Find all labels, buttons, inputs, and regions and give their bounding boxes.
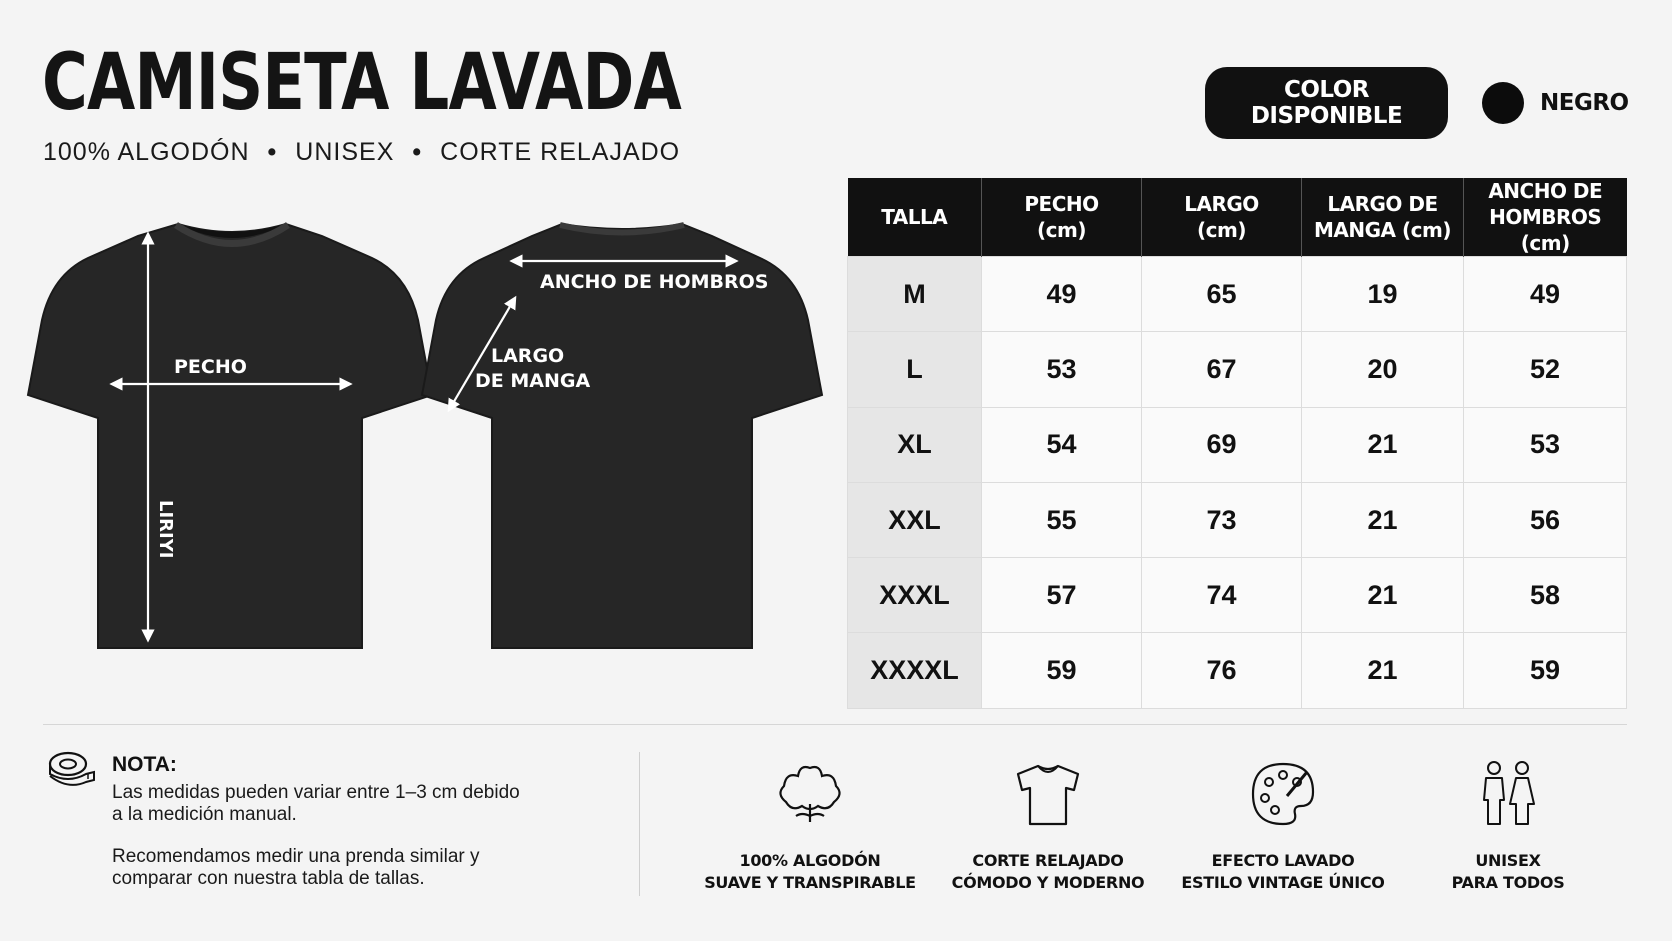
table-row (848, 407, 1627, 482)
chest-cell: 54 (982, 407, 1142, 482)
page-title: CAMISETA LAVADA (42, 38, 681, 128)
length-cell: 76 (1142, 633, 1302, 708)
header-chest: PECHO (cm) (982, 178, 1142, 257)
length-cell: 67 (1142, 332, 1302, 407)
sleeve-label-line2: DE MANGA (475, 370, 591, 392)
chest-cell: 49 (982, 257, 1142, 332)
feature-fit (928, 760, 1168, 894)
chest-cell: 53 (982, 332, 1142, 407)
measuring-tape-icon (48, 750, 96, 786)
sleeve-cell: 21 (1302, 482, 1464, 557)
chest-cell: 55 (982, 482, 1142, 557)
feature-cotton-desc: SUAVE Y TRANSPIRABLE (704, 873, 916, 892)
header-size: TALLA (848, 178, 982, 257)
table-row (848, 633, 1627, 708)
subtitle-separator: • (412, 138, 423, 166)
shoulder-cell: 58 (1464, 558, 1627, 633)
feature-wash-desc: ESTILO VINTAGE ÚNICO (1181, 873, 1385, 892)
chest-cell: 59 (982, 633, 1142, 708)
note-text-line1: Las medidas pueden variar entre 1–3 cm debido (112, 782, 520, 803)
sleeve-label-line1: LARGO (491, 345, 565, 367)
subtitle-material: 100% ALGODÓN (43, 138, 250, 166)
color-availability (1205, 67, 1629, 139)
length-cell: 65 (1142, 257, 1302, 332)
note-text-line4: comparar con nuestra tabla de tallas. (112, 868, 425, 889)
length-cell: 73 (1142, 482, 1302, 557)
size-cell: L (848, 332, 982, 407)
header-length: LARGO (cm) (1142, 178, 1302, 257)
note-title: NOTA: (112, 753, 177, 776)
tshirt-icon (1012, 760, 1084, 828)
feature-unisex-title: UNISEX (1475, 851, 1541, 870)
size-cell: XL (848, 407, 982, 482)
size-cell: XXXL (848, 558, 982, 633)
measurement-diagram (0, 200, 840, 670)
brand-label: LIRIYI (155, 500, 176, 559)
sleeve-cell: 21 (1302, 558, 1464, 633)
shoulder-cell: 49 (1464, 257, 1627, 332)
sleeve-cell: 21 (1302, 633, 1464, 708)
chest-cell: 57 (982, 558, 1142, 633)
shoulder-cell: 53 (1464, 407, 1627, 482)
feature-wash (1163, 760, 1403, 894)
sleeve-cell: 20 (1302, 332, 1464, 407)
subtitle-separator: • (267, 138, 278, 166)
table-row (848, 558, 1627, 633)
shoulder-cell: 59 (1464, 633, 1627, 708)
feature-unisex-desc: PARA TODOS (1451, 873, 1565, 892)
length-cell: 74 (1142, 558, 1302, 633)
product-subtitle (43, 138, 680, 167)
subtitle-fit: CORTE RELAJADO (440, 138, 681, 166)
color-available-badge: COLOR DISPONIBLE (1205, 67, 1448, 139)
shoulders-label: ANCHO DE HOMBROS (540, 271, 769, 293)
note-text-line3: Recomendamos medir una prenda similar y (112, 846, 480, 867)
shoulder-cell: 52 (1464, 332, 1627, 407)
table-row (848, 332, 1627, 407)
feature-unisex (1388, 760, 1628, 894)
table-row (848, 482, 1627, 557)
table-row (848, 257, 1627, 332)
header-sleeve-length: LARGO DE MANGA (cm) (1302, 178, 1464, 257)
table-header-row (848, 178, 1627, 257)
palette-icon (1247, 760, 1319, 828)
length-cell: 69 (1142, 407, 1302, 482)
section-divider (43, 724, 1627, 725)
color-name: NEGRO (1540, 90, 1629, 116)
note-text-line2: a la medición manual. (112, 804, 297, 825)
cotton-icon (774, 760, 846, 828)
people-icon (1472, 760, 1544, 828)
feature-cotton (690, 760, 930, 894)
feature-cotton-title: 100% ALGODÓN (739, 851, 881, 870)
size-cell: XXL (848, 482, 982, 557)
color-swatch (1482, 82, 1524, 124)
shoulder-cell: 56 (1464, 482, 1627, 557)
feature-fit-title: CORTE RELAJADO (972, 851, 1124, 870)
size-table (847, 178, 1627, 709)
sleeve-cell: 21 (1302, 407, 1464, 482)
feature-wash-title: EFECTO LAVADO (1211, 851, 1355, 870)
footer-divider (639, 752, 640, 896)
front-shirt-image (28, 224, 432, 648)
size-cell: XXXXL (848, 633, 982, 708)
feature-fit-desc: CÓMODO Y MODERNO (951, 873, 1145, 892)
chest-label: PECHO (174, 356, 247, 378)
sleeve-cell: 19 (1302, 257, 1464, 332)
size-cell: M (848, 257, 982, 332)
subtitle-gender: UNISEX (295, 138, 395, 166)
header-shoulder-width: ANCHO DE HOMBROS (cm) (1464, 178, 1627, 257)
